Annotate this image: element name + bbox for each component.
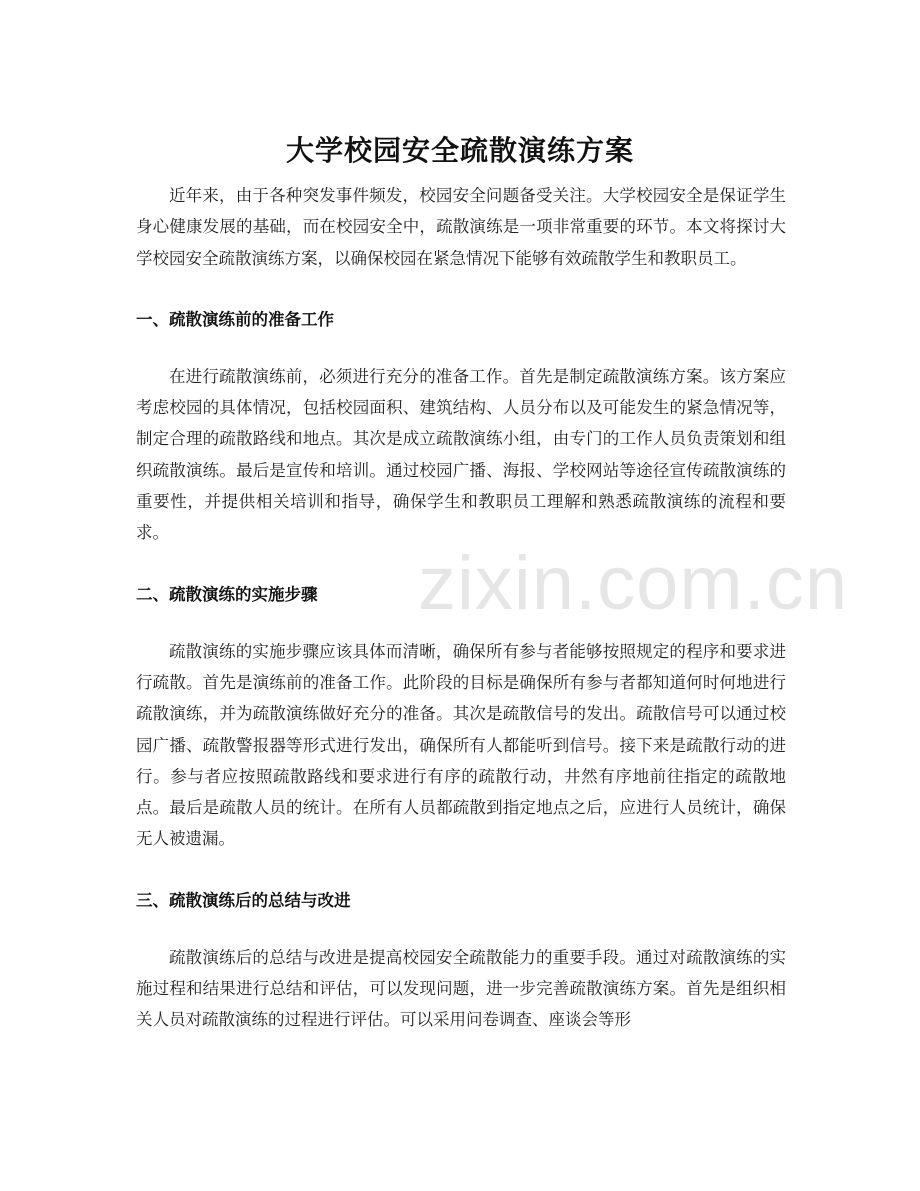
section-heading: 二、疏散演练的实施步骤 — [136, 584, 318, 604]
intro-paragraph: 近年来，由于各种突发事件频发，校园安全问题备受关注。大学校园安全是保证学生身心健康发展的基础，而在校园安全中，疏散演练是一项非常重要的环节。本文将探讨大学校园安全疏散演练方案，以确保校园在紧急情况下能够有效疏散学生和教职员工。 — [136, 186, 786, 268]
document-body — [136, 180, 786, 1036]
section-paragraph: 疏散演练的实施步骤应该具体而清晰，确保所有参与者能够按照规定的程序和要求进行疏散。首先是演练前的准备工作。此阶段的目标是确保所有参与者都知道何时何地进行疏散演练，并为疏散演练做好充分的准备。其次是疏散信号的发出。疏散信号可以通过校园广播、疏散警报器等形式进行发出，确保所有人都能听到信号。接下来是疏散行动的进行。参与者应按照疏散路线和要求进行有序的疏散行动，井然有序地前往指定的疏散地点。最后是疏散人员的统计。在所有人员都疏散到指定地点之后，应进行人员统计，确保无人被遗漏。 — [136, 641, 786, 849]
section-paragraph: 在进行疏散演练前，必须进行充分的准备工作。首先是制定疏散演练方案。该方案应考虑校园的具体情况，包括校园面积、建筑结构、人员分布以及可能发生的紧急情况等，制定合理的疏散路线和地点。其次是成立疏散演练小组，由专门的工作人员负责策划和组织疏散演练。最后是宣传和培训。通过校园广播、海报、学校网站等途径宣传疏散演练的重要性，并提供相关培训和指导，确保学生和教职员工理解和熟悉疏散演练的流程和要求。 — [136, 366, 786, 543]
section-heading: 一、疏散演练前的准备工作 — [136, 309, 334, 329]
watermark: zixin.com.cn — [418, 541, 849, 626]
section-implementation — [136, 579, 786, 855]
section-paragraph: 疏散演练后的总结与改进是提高校园安全疏散能力的重要手段。通过对疏散演练的实施过程和结果进行总结和评估，可以发现问题，进一步完善疏散演练方案。首先是组织相关人员对疏散演练的过程进行评估。可以采用问卷调查、座谈会等形 — [136, 947, 786, 1030]
section-summary — [136, 885, 786, 1036]
section-preparation — [136, 304, 786, 549]
document-title: 大学校园安全疏散演练方案 — [285, 133, 634, 167]
section-heading: 三、疏散演练后的总结与改进 — [136, 890, 351, 910]
